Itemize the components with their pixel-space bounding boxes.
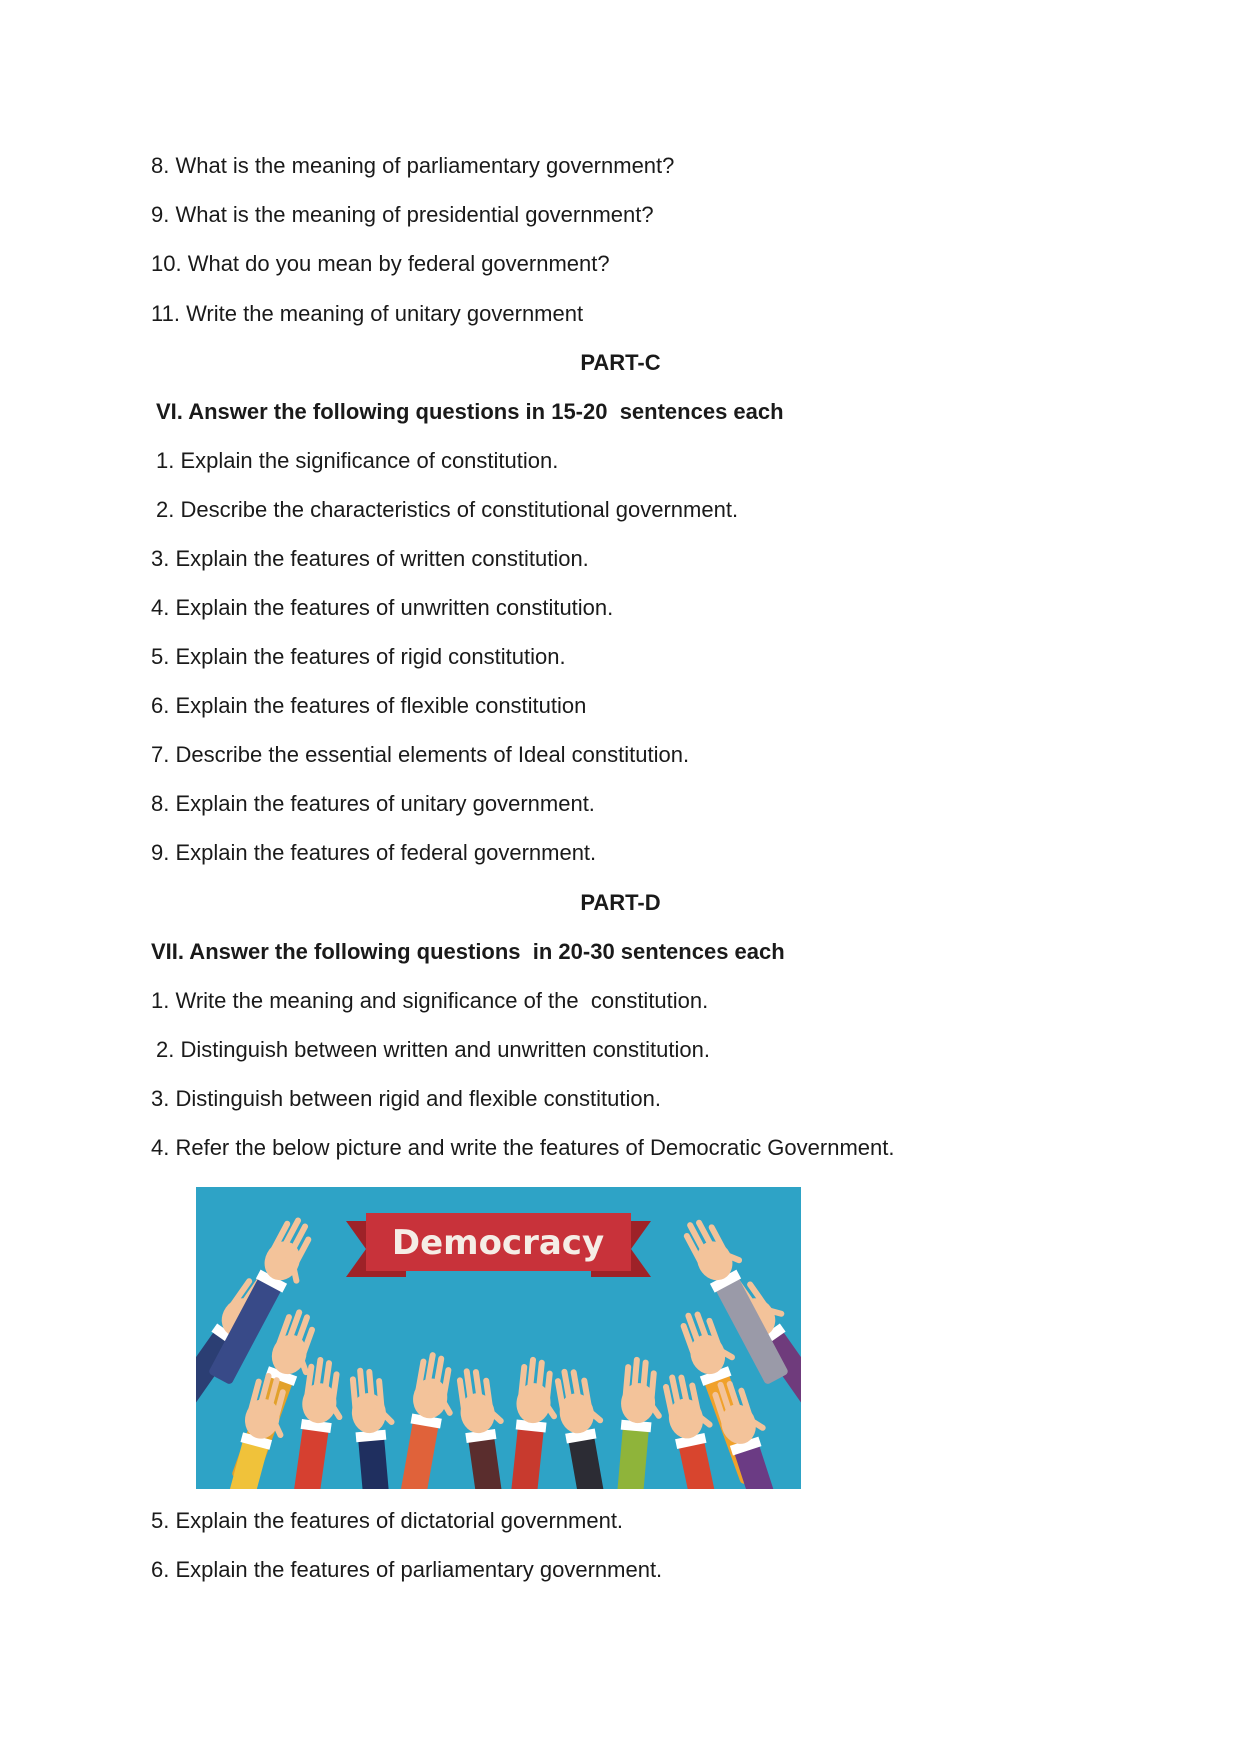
question-c-4: 4. Explain the features of unwritten constitution. xyxy=(151,595,614,620)
question-b-9: 9. What is the meaning of presidential government? xyxy=(151,202,654,227)
question-b-11: 11. Write the meaning of unitary government xyxy=(151,301,584,326)
question-d-5: 5. Explain the features of dictatorial government. xyxy=(151,1508,624,1533)
question-b-8: 8. What is the meaning of parliamentary government? xyxy=(151,153,675,178)
question-c-7: 7. Describe the essential elements of Ideal constitution. xyxy=(151,742,690,767)
question-d-4: 4. Refer the below picture and write the features of Democratic Government. xyxy=(151,1135,895,1160)
question-c-1: 1. Explain the significance of constitution. xyxy=(156,448,559,473)
part-d-instruction: VII. Answer the following questions in 20-30 sentences each xyxy=(151,939,785,964)
part-c-heading: PART-C xyxy=(580,350,661,375)
question-b-10: 10. What do you mean by federal government? xyxy=(151,251,610,276)
banner-text: Democracy xyxy=(391,1223,605,1263)
question-c-9: 9. Explain the features of federal government. xyxy=(151,840,597,865)
question-c-8: 8. Explain the features of unitary government. xyxy=(151,791,595,816)
question-c-6: 6. Explain the features of flexible constitution xyxy=(151,693,587,718)
question-d-3: 3. Distinguish between rigid and flexible constitution. xyxy=(151,1086,661,1111)
question-d-1: 1. Write the meaning and significance of the constitution. xyxy=(151,988,709,1013)
question-c-2: 2. Describe the characteristics of constitutional government. xyxy=(156,497,739,522)
raised-hands-illustration-icon xyxy=(196,1187,801,1489)
question-c-3: 3. Explain the features of written constitution. xyxy=(151,546,589,571)
question-c-5: 5. Explain the features of rigid constitution. xyxy=(151,644,566,669)
part-c-instruction: VI. Answer the following questions in 15-20 sentences each xyxy=(156,399,784,424)
democracy-illustration xyxy=(196,1187,801,1489)
question-d-2: 2. Distinguish between written and unwritten constitution. xyxy=(156,1037,710,1062)
question-d-6: 6. Explain the features of parliamentary government. xyxy=(151,1557,663,1582)
part-d-heading: PART-D xyxy=(580,890,661,915)
